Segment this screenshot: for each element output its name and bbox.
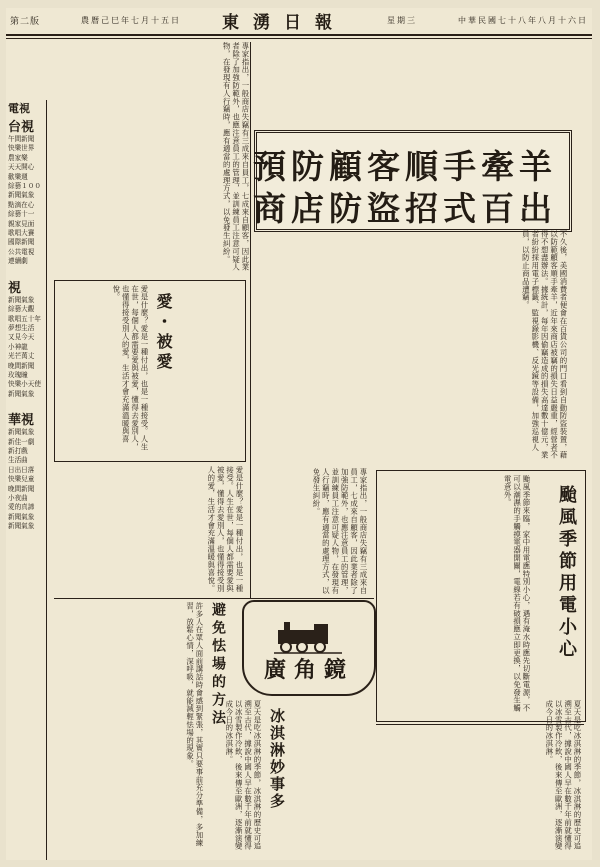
tv-program-item: 小夜曲 <box>8 494 28 502</box>
ice-body: 夏天是吃冰淇淋的季節，冰淇淋的歷史可追溯至古代，據說中國人早在數千年前就懂得以冰雪製作冷飲，後來傳至歐洲，逐漸演變成今日的冰淇淋。 <box>544 700 582 851</box>
love-title: 愛・被愛 <box>154 293 173 373</box>
ice-title: 冰淇淋妙事多 <box>268 708 286 810</box>
tv-program-item: 新聞氣象 <box>8 428 35 437</box>
tv-program-item: 點滴在心 <box>8 200 35 209</box>
page-header <box>6 8 592 32</box>
tv-program-item: 又見今天 <box>8 333 35 342</box>
typhoon-box <box>376 470 586 722</box>
tv-heading-c: 華視 <box>8 413 35 429</box>
tv-program-item: 小神龍 <box>8 342 28 351</box>
tv-program-item: 快樂世界 <box>8 144 35 153</box>
section-rule <box>54 598 374 599</box>
tv-program-item: 晚間新聞 <box>8 361 35 370</box>
tv-program-item: 生活曲 <box>8 456 28 465</box>
tv-program-item: 午間新聞 <box>8 135 35 143</box>
headline-box <box>254 130 572 232</box>
ad-brand: 廣角鏡 <box>263 657 354 683</box>
tv-program-item: 快樂兒童 <box>8 475 35 484</box>
headline-line-2: 商店防盜招式百出 <box>253 189 557 228</box>
tv-program-item: 綜藝大觀 <box>8 305 35 314</box>
tv-heading-b: 視 <box>8 280 22 296</box>
tv-program-list-b <box>6 296 46 399</box>
locomotive-icon <box>274 620 342 654</box>
tv-program-item: 新聞氣象 <box>8 512 35 521</box>
header-rule-thin <box>6 38 592 39</box>
tv-program-item: 新聞氣象 <box>8 191 35 200</box>
tv-program-list-c <box>6 428 46 531</box>
tv-program-item: 公共電視 <box>8 247 35 256</box>
column-rule <box>250 42 251 598</box>
gregorian-date: 中華民國七十八年八月十六日 <box>457 15 588 25</box>
tv-program-item: 歌唱五十年 <box>8 314 41 323</box>
tv-program-item: 玫瑰瞳 <box>8 370 28 379</box>
love-body-cont: 愛是什麼？愛是一種付出，也是一種接受。人生在世，每個人都需要愛與被愛，懂得去愛別人，也懂得接受別人的愛，生活才會充滿溫暖與喜悅。 <box>206 466 244 593</box>
tv-heading-top: 電視 <box>8 102 30 115</box>
tv-program-item: 新聞氣象 <box>8 522 35 531</box>
tv-heading-a: 台視 <box>8 120 35 135</box>
tv-program-item: 農家樂 <box>8 153 28 162</box>
tv-program-item: 日出日落 <box>8 465 35 474</box>
headline-line-1: 預防顧客順手牽羊 <box>253 147 557 186</box>
section-rule-2 <box>376 724 584 725</box>
tv-program-item: 綜藝１００ <box>8 182 41 191</box>
article-mid: 專家指出，一般商店失竊有三成來自員工，七成來自顧客，因此業者除了加強防範外，也應注意員工的管理，並訓練員工注意可疑人物，在發現有人行竊時，應有適當的處理方式，以免發生糾紛。 <box>311 468 368 595</box>
tv-program-item: 新打戲 <box>8 446 28 455</box>
tv-program-item: 晚間新聞 <box>8 484 35 493</box>
tv-listings <box>6 100 47 860</box>
tv-program-item: 愛的真諦 <box>8 503 35 512</box>
edition-label: 第二版 <box>10 16 41 27</box>
tv-program-item: 光芒萬丈 <box>8 352 35 361</box>
weekday: 星期三 <box>386 15 417 25</box>
fear-title: 避免怯場的方法 <box>210 602 226 728</box>
article-shoplifting: 不久後，美國消費者便會在百貨公司的門口看到自動防盜裝置，藉以防範顧客順手牽羊，近年來商店被竊的損失日益嚴重，經營者不得不想盡辦法。據統計，每年因偷竊造成的損失高達數十億元，業者紛紛採用電子標籤、監視錄影機、反光鏡等設備，加強巡視人員，以防止商品遭竊。 <box>521 230 568 460</box>
tv-program-item: 新佳一劇 <box>8 437 35 446</box>
masthead: 東湧日報 <box>221 12 346 33</box>
tv-program-item: 夢想生活 <box>8 323 35 332</box>
tv-program-item: 國際新聞 <box>8 238 35 247</box>
tv-program-item: 新聞氣象 <box>8 389 35 398</box>
tv-program-item: 親家見面 <box>8 219 35 228</box>
tv-program-item: 連續劇 <box>8 257 28 266</box>
fear-body: 許多人在眾人面前講話時會感到緊張，其實只要事前充分準備，多加練習，放鬆心情，深呼吸，就能減輕怯場的現象。 <box>185 602 204 847</box>
tv-program-item: 綜藝十一 <box>8 210 35 219</box>
tv-program-item: 歌唱大賽 <box>8 229 35 238</box>
ice-body-cont: 夏天是吃冰淇淋的季節，冰淇淋的歷史可追溯至古代，據說中國人早在數千年前就懂得以冰雪製作冷飲，後來傳至歐洲，逐漸演變成今日的冰淇淋。 <box>224 700 262 851</box>
newspaper-page <box>6 8 592 860</box>
tv-program-item: 歡樂週 <box>8 172 28 181</box>
love-article-box <box>54 280 246 462</box>
tv-program-list-a <box>6 135 46 267</box>
typhoon-body: 颱風季節來臨，家中用電應特別小心，遇有淹水時應先切斷電源，不可以潮濕的手觸摸電器開關，電線若有破損應立即更換，以免發生觸電意外。 <box>503 475 531 712</box>
lunar-date: 農曆己巳年七月十五日 <box>81 15 181 25</box>
tv-program-item: 新聞氣象 <box>8 295 35 304</box>
tv-program-item: 快樂小天使 <box>8 380 41 389</box>
tv-program-item: 天天開心 <box>8 163 35 172</box>
love-body: 愛是什麼？愛是一種付出，也是一種接受。人生在世，每個人都需要愛與被愛，懂得去愛別人，也懂得接受別人的愛，生活才會充滿溫暖與喜悅。 <box>111 285 149 451</box>
article-shoplifting-cont: 專家指出，一般商店失竊有三成來自員工，七成來自顧客，因此業者除了加強防範外，也應注意員工的管理，並訓練員工注意可疑人物，在發現有人行竊時，應有適當的處理方式，以免發生糾紛。 <box>222 42 250 272</box>
header-rule <box>6 34 592 36</box>
typhoon-title: 颱風季節用電小心 <box>556 485 577 661</box>
